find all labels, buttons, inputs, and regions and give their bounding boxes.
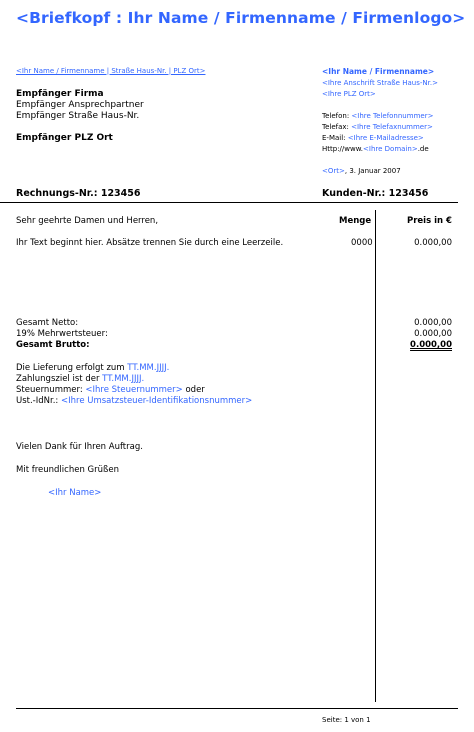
signature-name: <Ihr Name> xyxy=(48,488,102,498)
invoice-number: Rechnungs-Nr.: 123456 xyxy=(16,188,141,199)
column-divider xyxy=(375,210,376,702)
gross-total-value: 0.000,00 xyxy=(410,340,452,350)
sender-city: <Ihre PLZ Ort> xyxy=(322,90,376,98)
column-header-price: Preis in € xyxy=(407,216,452,226)
vat-label: 19% Mehrwertsteuer: xyxy=(16,329,108,339)
delivery-date: Die Lieferung erfolgt zum TT.MM.JJJJ. xyxy=(16,363,170,373)
vat-value: 0.000,00 xyxy=(414,329,452,339)
gross-total-label: Gesamt Brutto: xyxy=(16,340,90,350)
header-divider xyxy=(0,202,458,203)
line-item-quantity: 0000 xyxy=(351,238,373,248)
page-number: Seite: 1 von 1 xyxy=(322,716,371,724)
place-date: <Ort>, 3. Januar 2007 xyxy=(322,167,401,175)
column-header-quantity: Menge xyxy=(339,216,372,226)
thanks-line: Vielen Dank für Ihren Auftrag. xyxy=(16,442,143,452)
net-total-label: Gesamt Netto: xyxy=(16,318,79,328)
sender-fax: Telefax: <Ihre Telefaxnummer> xyxy=(322,123,433,131)
net-total-value: 0.000,00 xyxy=(414,318,452,328)
vat-id: Ust.-IdNr.: <Ihre Umsatzsteuer-Identifikationsnummer> xyxy=(16,396,253,406)
greeting-line: Mit freundlichen Grüßen xyxy=(16,465,119,475)
sender-return-line: <Ihr Name / Firmenname | Straße Haus-Nr. | PLZ Ort> xyxy=(16,67,206,75)
sender-web: Http://www.<Ihre Domain>.de xyxy=(322,145,429,153)
payment-due: Zahlungsziel ist der TT.MM.JJJJ. xyxy=(16,374,145,384)
recipient-contact: Empfänger Ansprechpartner xyxy=(16,100,144,110)
footer-divider xyxy=(16,708,458,709)
letterhead-title: <Briefkopf : Ihr Name / Firmenname / Firmenlogo> xyxy=(16,9,466,27)
line-item-text: Ihr Text beginnt hier. Absätze trennen Sie durch eine Leerzeile. xyxy=(16,238,284,248)
recipient-city: Empfänger PLZ Ort xyxy=(16,133,113,143)
customer-number: Kunden-Nr.: 123456 xyxy=(322,188,429,199)
sender-street: <Ihre Anschrift Straße Haus-Nr.> xyxy=(322,79,438,87)
sender-email: E-Mail: <Ihre E-Mailadresse> xyxy=(322,134,424,142)
line-item-price: 0.000,00 xyxy=(414,238,452,248)
recipient-company: Empfänger Firma xyxy=(16,89,104,99)
sender-phone: Telefon: <Ihre Telefonnummer> xyxy=(322,112,434,120)
tax-number: Steuernummer: <Ihre Steuernummer> oder xyxy=(16,385,205,395)
recipient-street: Empfänger Straße Haus-Nr. xyxy=(16,111,140,121)
salutation: Sehr geehrte Damen und Herren, xyxy=(16,216,159,226)
sender-name: <Ihr Name / Firmenname> xyxy=(322,67,435,76)
